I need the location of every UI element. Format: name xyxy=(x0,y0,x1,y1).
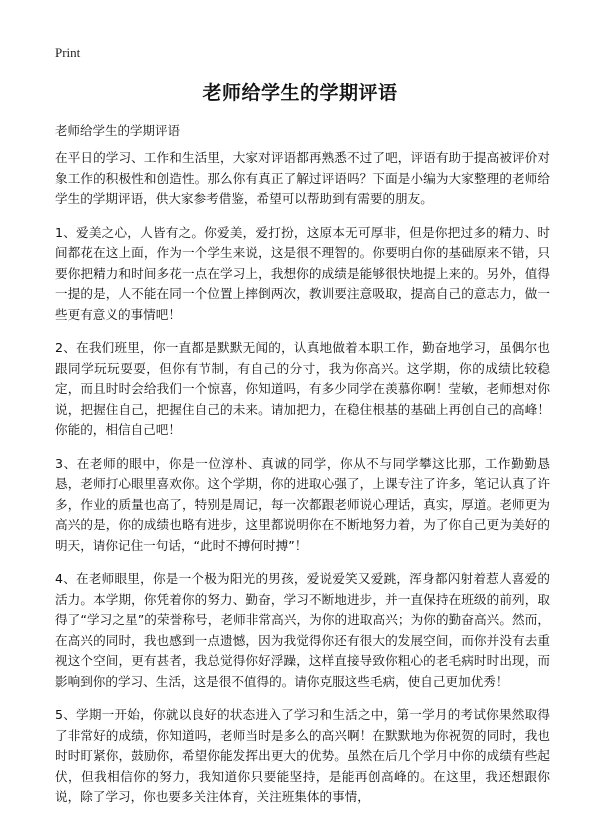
comment-paragraph-2: 2、在我们班里，你一直都是默默无闻的，认真地做着本职工作，勤奋地学习，虽偶尔也跟同学玩玩耍耍，但你有节制，有自己的分寸，我为你高兴。这学期，你的成绩比较稳定，而且时时会给我们一个惊喜，你知道吗，有多少同学在羡慕你啊！莹敏，老师想对你说，把握住自己，把握住自己的未来。请加把力，在稳住根基的基础上再创自己的高峰！你能的，相信自己吧！ xyxy=(55,340,550,437)
document-body xyxy=(55,148,550,821)
comment-paragraph-5: 5、学期一开始，你就以良好的状态进入了学习和生活之中，第一学月的考试你果然取得了非常好的成绩，你知道吗，老师当时是多么的高兴啊！在默默地为你祝贺的同时，我也时时盯紧你，鼓励你，希望你能发挥出更大的优势。虽然在后几个学月中你的成绩有些起伏，但我相信你的努力，我知道你只要能坚持，是能再创高峰的。在这里，我还想跟你说，除了学习，你也要多关注体育，关注班集体的事情， xyxy=(55,707,550,804)
intro-paragraph: 在平日的学习、工作和生活里，大家对评语都再熟悉不过了吧，评语有助于提高被评价对象工作的积极性和创造性。那么你有真正了解过评语吗？下面是小编为大家整理的老师给学生的学期评语，供大家参考借鉴，希望可以帮助到有需要的朋友。 xyxy=(55,150,550,206)
page-title: 老师给学生的学期评语 xyxy=(202,82,398,104)
comment-paragraph-4: 4、在老师眼里，你是一个极为阳光的男孩，爱说爱笑又爱跳，浑身都闪射着惹人喜爱的活力。本学期，你凭着你的努力、勤奋，学习不断地进步，并一直保持在班级的前列，取得了“学习之星”的荣誉称号，老师非常高兴，为你的进取高兴；为你的勤奋高兴。然而，在高兴的同时，我也感到一点遗憾，因为我觉得你还有很大的发展空间，而你并没有去重视这个空间，更有甚者，我总觉得你好浮躁，这样直接导致你粗心的老毛病时时出现，而影响到你的学习、生活，这是很不值得的。请你克服这些毛病，使自己更加优秀！ xyxy=(55,571,550,689)
print-link[interactable]: Print xyxy=(55,45,81,60)
comment-paragraph-3: 3、在老师的眼中，你是一位淳朴、真诚的同学，你从不与同学攀这比那，工作勤勤恳恳，老师打心眼里喜欢你。这个学期，你的进取心强了，上课专注了许多，笔记认真了许多，作业的质量也高了，特别是周记，每一次都跟老师说心理话，真实，厚道。老师更为高兴的是，你的成绩也略有进步，这里都说明你在不断地努力着，为了你自己更为美好的明天，请你记住一句话，“此时不搏何时搏”！ xyxy=(55,455,550,553)
comment-paragraph-1: 1、爱美之心，人皆有之。你爱美，爱打扮，这原本无可厚非，但是你把过多的精力、时间都花在这上面，作为一个学生来说，这是很不理智的。你要明白你的基础原来不错，只要你把精力和时间多花一点在学习上，我想你的成绩是能够很快地提上来的。另外，值得一提的是，人不能在同一个位置上摔倒两次，教训要注意吸取，提高自己的意志力，做一些更有意义的事情吧！ xyxy=(55,224,550,322)
document-subtitle: 老师给学生的学期评语 xyxy=(55,123,181,138)
